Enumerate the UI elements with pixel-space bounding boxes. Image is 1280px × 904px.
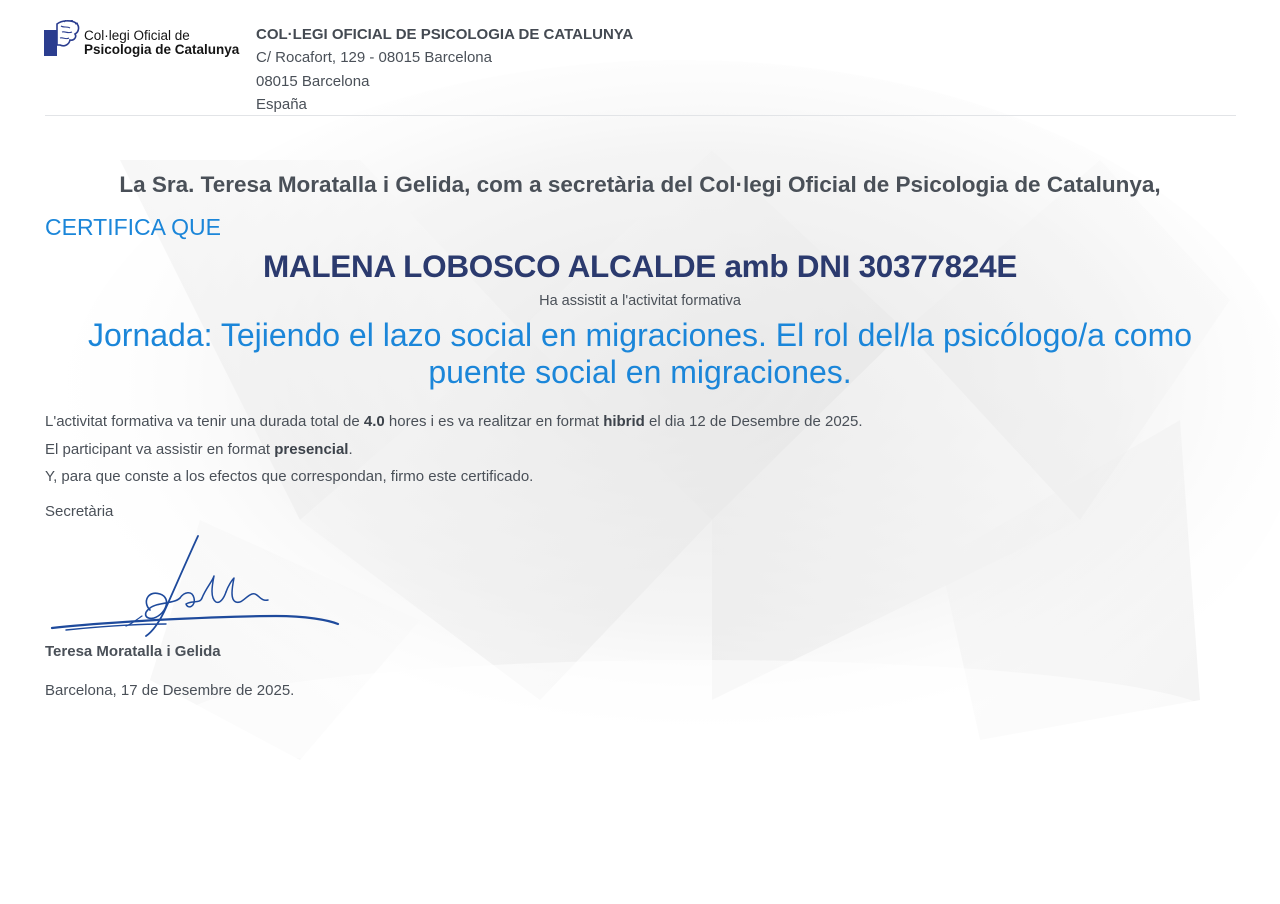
logo-line-2: Psicologia de Catalunya <box>84 42 240 57</box>
duration-middle: hores i es va realitzar en format <box>388 413 600 430</box>
attendance-line <box>45 436 1235 464</box>
duration-hours: 4.0 <box>363 413 385 430</box>
header-divider <box>45 115 1236 116</box>
handwritten-signature <box>46 532 346 638</box>
participant-name: MALENA LOBOSCO ALCALDE amb DNI 30377824E <box>262 248 1018 284</box>
address-line-2: 08015 Barcelona <box>256 72 370 90</box>
duration-prefix: L'activitat formativa va tenir una durada total de <box>45 413 360 430</box>
college-emblem-icon <box>44 20 82 56</box>
place-and-date: Barcelona, 17 de Desembre de 2025. <box>45 682 295 699</box>
certificate-intro: La Sra. Teresa Moratalla i Gelida, com a secretària del Col·legi Oficial de Psicologia de Catalunya, <box>119 172 1161 197</box>
organization-name: COL·LEGI OFICIAL DE PSICOLOGIA DE CATALUNYA <box>256 26 634 43</box>
address-country: España <box>256 95 307 113</box>
signer-name: Teresa Moratalla i Gelida <box>45 643 221 660</box>
duration-line <box>45 408 1235 436</box>
certifies-label: CERTIFICA QUE <box>45 214 221 240</box>
attendance-prefix: El participant va assistir en format <box>45 440 271 458</box>
activity-format: hibrid <box>603 413 645 430</box>
closing-line: Y, para que conste a los efectos que correspondan, firmo este certificado. <box>45 468 534 485</box>
attendance-suffix: . <box>348 440 353 458</box>
logo-line-1: Col·legi Oficial de <box>84 28 190 43</box>
activity-title: Jornada: Tejiendo el lazo social en migraciones. El rol del/la psicólogo/a como puente social en migraciones. <box>87 317 1193 390</box>
logo-wordmark <box>84 29 239 57</box>
duration-suffix: el dia 12 de Desembre de 2025. <box>649 413 863 430</box>
address-line-1: C/ Rocafort, 129 - 08015 Barcelona <box>256 49 492 67</box>
organization-logo <box>44 20 244 60</box>
assisted-text: Ha assistit a l'activitat formativa <box>539 293 741 309</box>
organization-address-block <box>256 23 633 116</box>
certificate-details <box>45 408 1235 491</box>
signer-role: Secretària <box>45 503 114 520</box>
attendance-format: presencial <box>274 440 349 458</box>
